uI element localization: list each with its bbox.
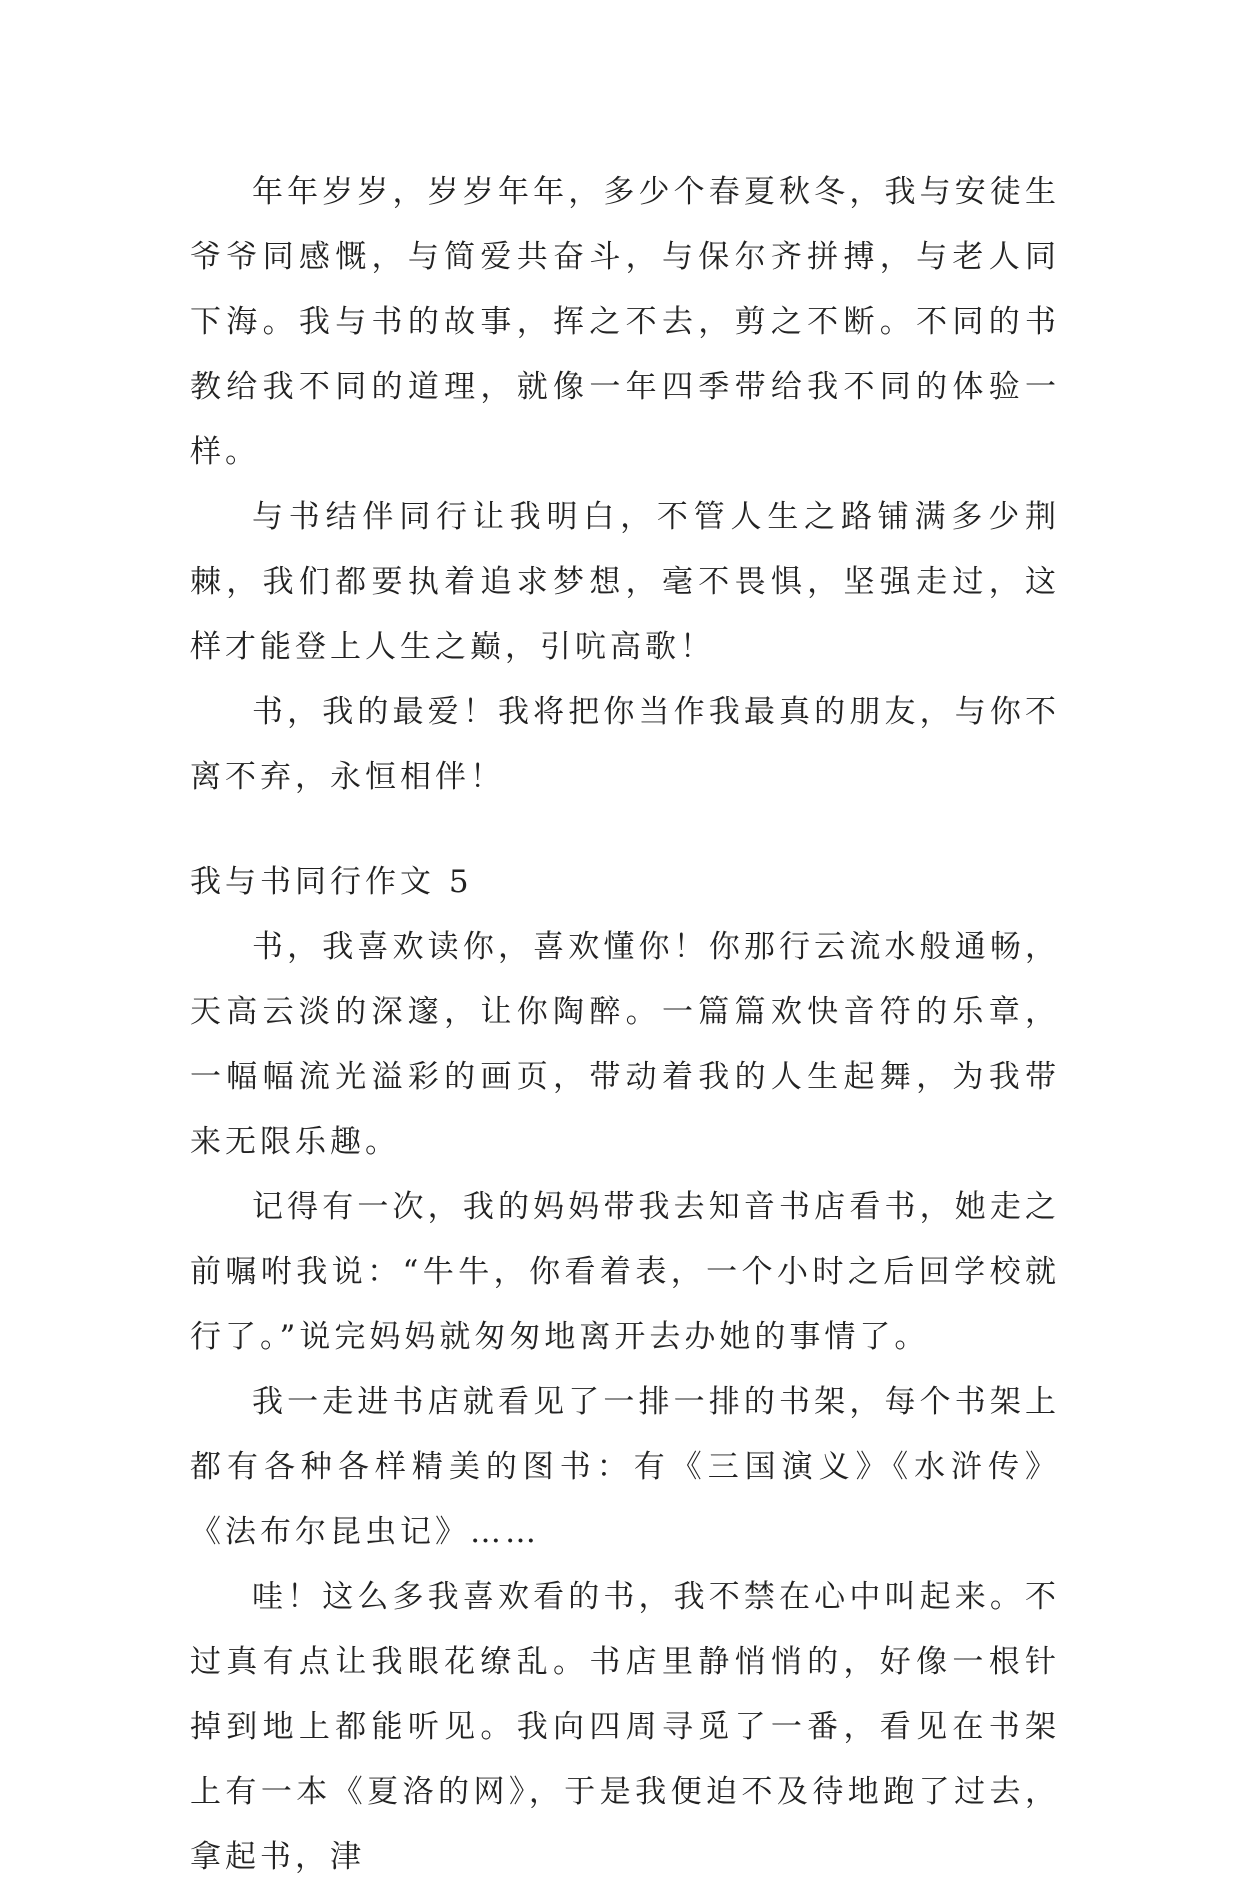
paragraph-2: 与书结伴同行让我明白，不管人生之路铺满多少荆棘，我们都要执着追求梦想，毫不畏惧，坚强走过，这样才能登上人生之巅，引吭高歌！ [190,499,1060,665]
paragraph-5: 记得有一次，我的妈妈带我去知音书店看书，她走之前嘱咐我说：“牛牛，你看着表，一个小时之后回学校就行了。”说完妈妈就匆匆地离开去办她的事情了。 [190,1189,1060,1355]
section-spacer [190,810,1060,850]
paragraph-1: 年年岁岁，岁岁年年，多少个春夏秋冬，我与安徒生爷爷同感慨，与简爱共奋斗，与保尔齐拼搏，与老人同下海。我与书的故事，挥之不去，剪之不断。不同的书教给我不同的道理，就像一年四季带给我不同的体验一样。 [190,174,1060,470]
section-heading: 我与书同行作文 5 [190,864,473,900]
paragraph-3: 书，我的最爱！我将把你当作我最真的朋友，与你不离不弃，永恒相伴！ [190,694,1060,795]
document-body [190,160,1060,1890]
paragraph-6: 我一走进书店就看见了一排一排的书架，每个书架上都有各种各样精美的图书：有《三国演义》《水浒传》《法布尔昆虫记》…… [190,1384,1060,1550]
paragraph-4: 书，我喜欢读你，喜欢懂你！你那行云流水般通畅，天高云淡的深邃，让你陶醉。一篇篇欢快音符的乐章，一幅幅流光溢彩的画页，带动着我的人生起舞，为我带来无限乐趣。 [190,929,1060,1160]
paragraph-7: 哇！这么多我喜欢看的书，我不禁在心中叫起来。不过真有点让我眼花缭乱。书店里静悄悄的，好像一根针掉到地上都能听见。我向四周寻觅了一番，看见在书架上有一本《夏洛的网》，于是我便迫不及待地跑了过去，拿起书，津 [190,1579,1060,1875]
